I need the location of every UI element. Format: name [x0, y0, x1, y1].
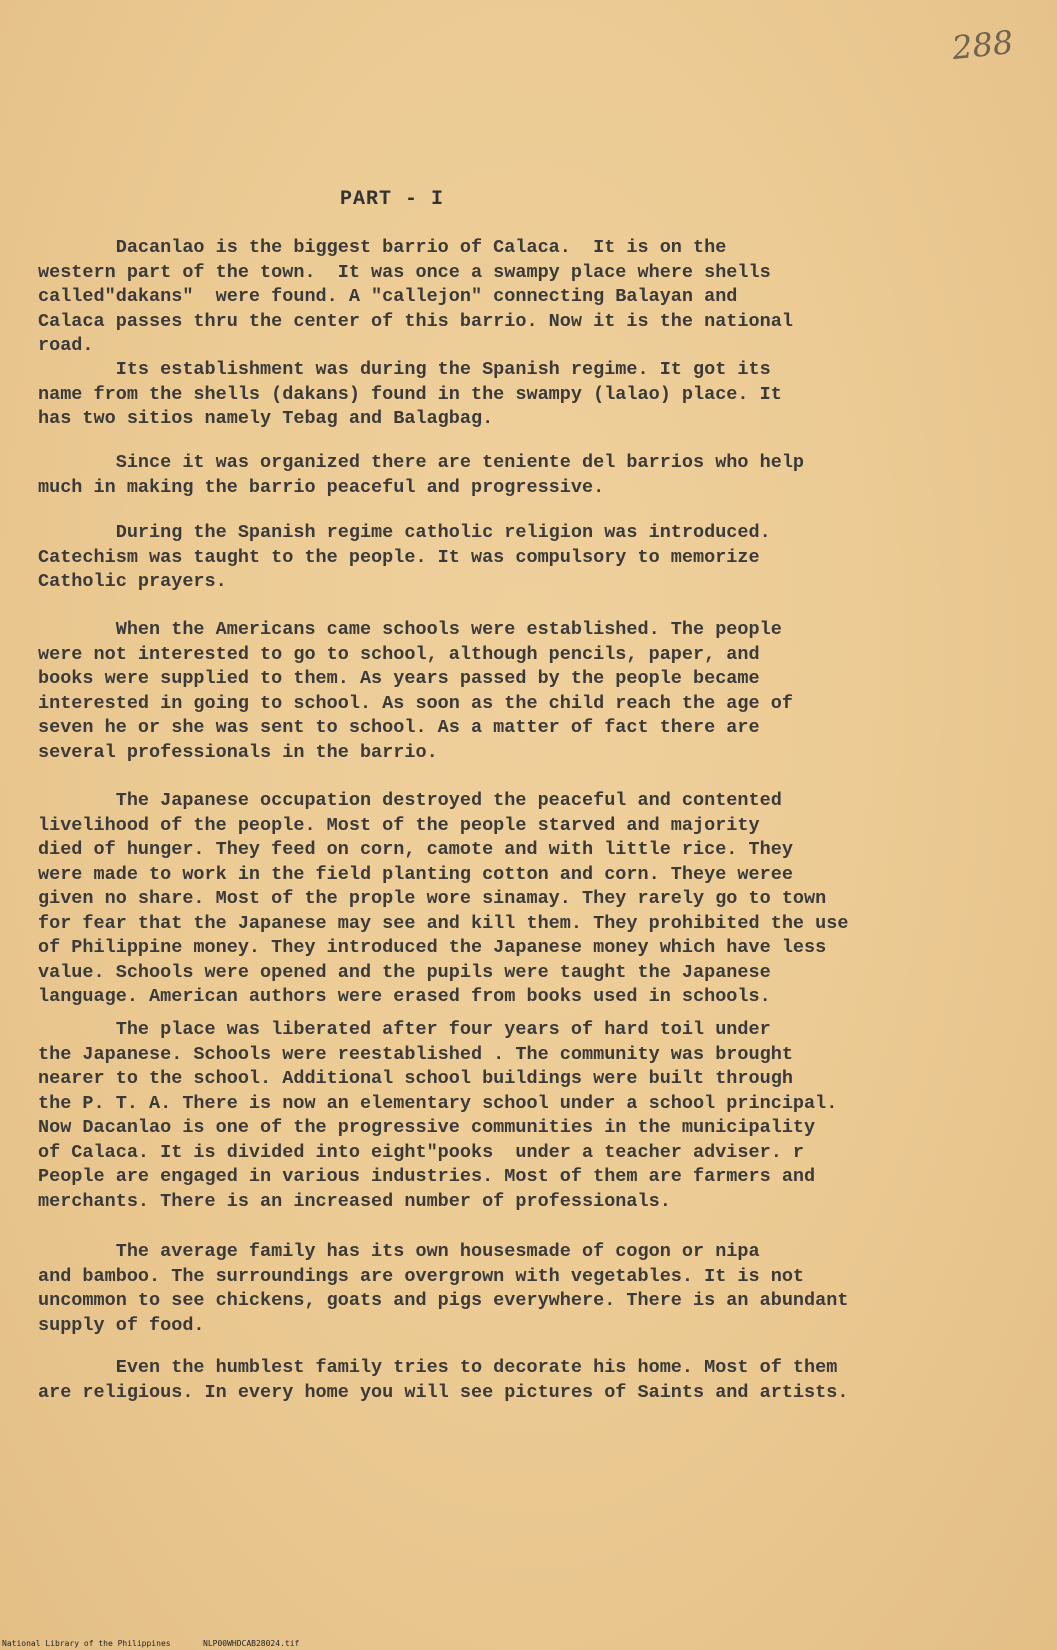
paragraph-establishment: Its establishment was during the Spanish regime. It got its name from the shells (dakans) found in the swampy (lalao) place. It has two sitios namely Tebag and Balagbag.: [38, 359, 782, 429]
paragraph-family-homes: The average family has its own housesmade of cogon or nipa and bamboo. The surroundings are overgrown with vegetables. It is not uncommon to see chickens, goats and pigs everywhere. There is an abundant supply of food.: [38, 1241, 849, 1336]
paragraph-japanese-occupation: The Japanese occupation destroyed the peaceful and contented livelihood of the people. Most of the people starved and majority died of hunger. They feed on corn, camote and with little rice. They were made to work in the field planting cotton and corn. Theye weree given no share. Most of the prople wore sinamay. They rarely go to town for fear that the Japanese may see and kill them. They prohibited the use of Philippine money. They introduced the Japanese money which have less value. Schools were opened and the pupils were taught the Japanese language. American authors were erased from books used in schools.: [38, 790, 849, 1007]
paragraph-liberation: The place was liberated after four years of hard toil under the Japanese. Schools were reestablished . The community was brought nearer to the school. Additional school buildings were built through the P. T. A. There is now an elementary school under a school principal. Now Dacanlao is one of the progressive communities in the municipality of Calaca. It is divided into eight"pooks under a teacher adviser. r People are engaged in various industries. Most of them are farmers and merchants. There is an increased number of professionals.: [38, 1019, 838, 1212]
handwritten-page-number: 288: [950, 22, 1015, 68]
paragraph-tenientes: Since it was organized there are teniente del barrios who help much in making the barrio peaceful and progressive.: [38, 452, 805, 498]
paragraph-home-decoration: Even the humblest family tries to decorate his home. Most of them are religious. In every home you will see pictures of Saints and artists.: [38, 1357, 849, 1403]
paragraph-american-period: When the Americans came schools were established. The people were not interested to go to school, although pencils, paper, and books were supplied to them. As years passed by the people became interested in going to school. As soon as the child reach the age of seven he or she was sent to school. As a matter of fact there are several professionals in the barrio.: [38, 619, 793, 763]
footer-filename: NLP00WHDCAB28024.tif: [203, 1639, 300, 1648]
footer-source: National Library of the Philippines: [2, 1639, 171, 1648]
section-heading: PART - I: [340, 188, 445, 211]
paragraph-origin: Dacanlao is the biggest barrio of Calaca. It is on the western part of the town. It was once a swampy place where shells called"dakans" were found. A "callejon" connecting Balayan and Calaca passes thru the center of this barrio. Now it is the national road.: [38, 237, 793, 356]
paragraph-spanish-regime: During the Spanish regime catholic religion was introduced. Catechism was taught to the people. It was compulsory to memorize Catholic prayers.: [38, 522, 771, 592]
